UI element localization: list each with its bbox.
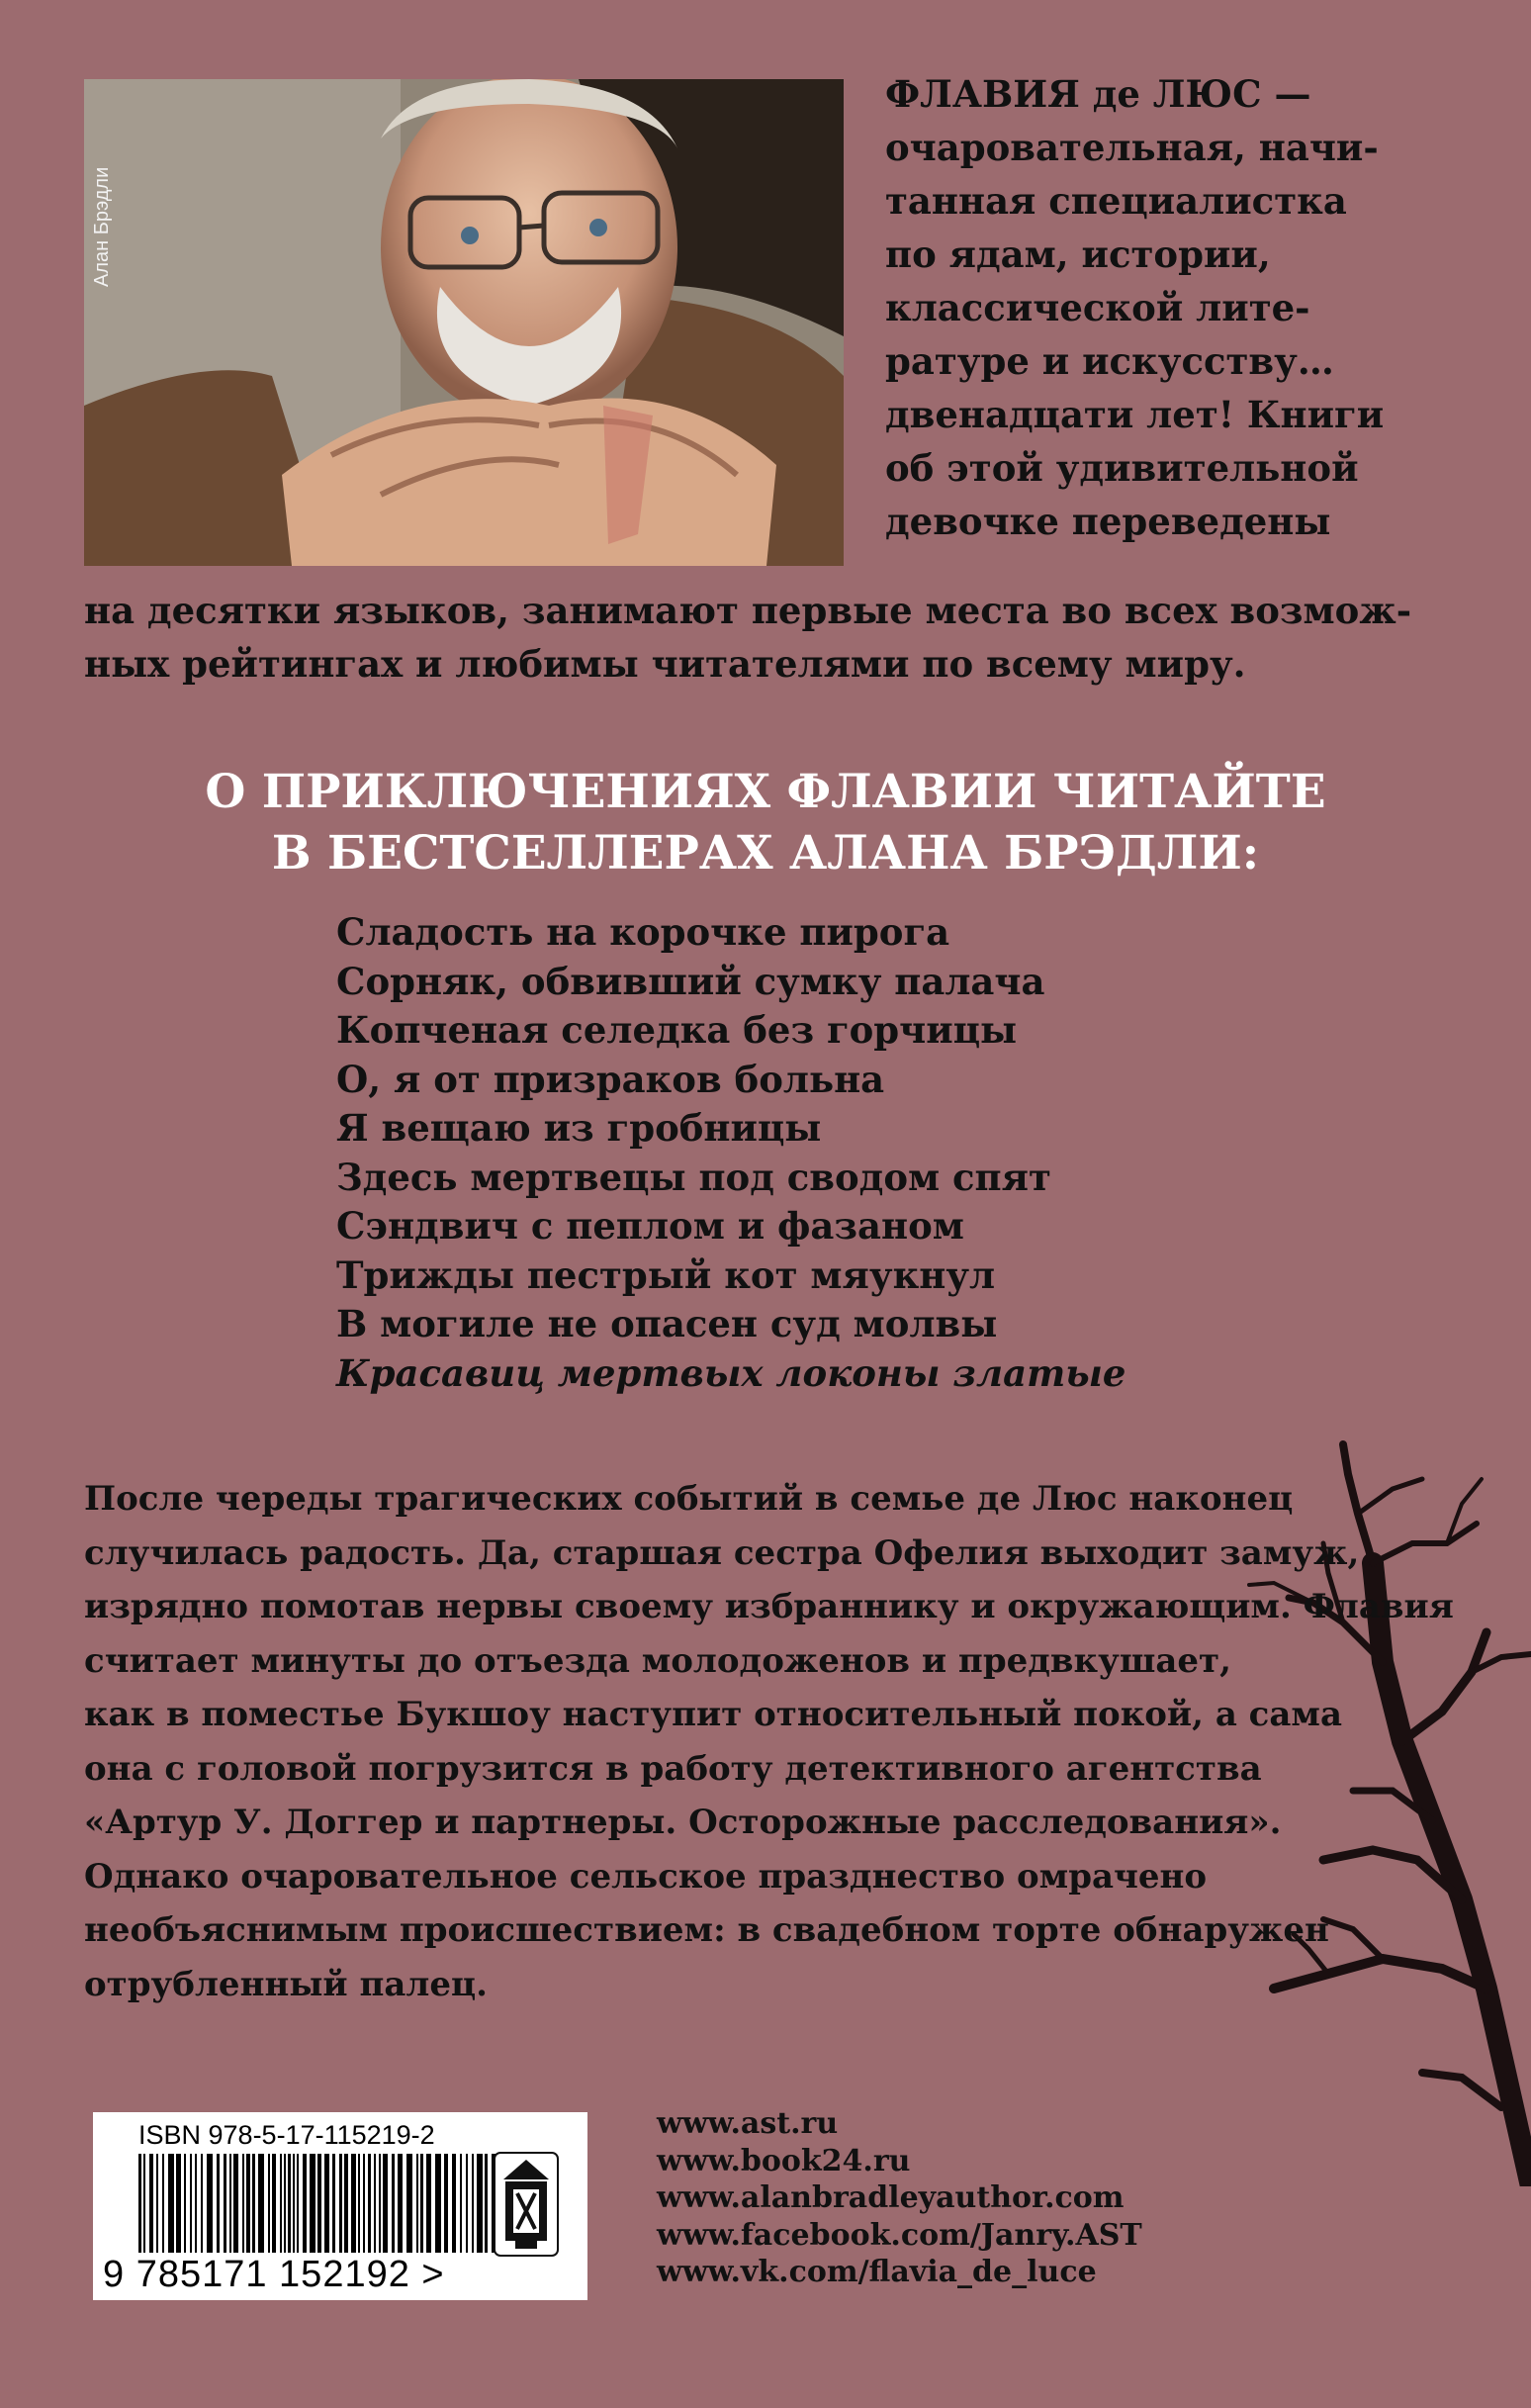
barcode-bar: [368, 2154, 371, 2253]
barcode-bar: [324, 2154, 329, 2253]
isbn-text: ISBN 978-5-17-115219-2: [138, 2120, 435, 2150]
barcode-bar: [284, 2154, 286, 2253]
description-line: Однако очаровательное сельское празднество омрачено: [84, 1856, 1208, 1897]
barcode-bar: [195, 2154, 197, 2253]
barcode-bar: [176, 2154, 181, 2253]
intro-line: ратуре и искусству…: [885, 339, 1334, 383]
book-description: [84, 1472, 1469, 2011]
barcode-bar: [303, 2154, 307, 2253]
intro-line: об этой удивительной: [885, 446, 1359, 490]
book-title: Сладость на корочке пирога: [336, 910, 950, 954]
barcode-bar: [229, 2154, 231, 2253]
book-title: О, я от призраков больна: [336, 1057, 885, 1101]
description-line: считает минуты до отъезда молодоженов и предвкушает,: [84, 1640, 1231, 1681]
barcode-bar: [293, 2154, 295, 2253]
barcode-bar: [398, 2154, 403, 2253]
description-line: необъяснимым происшествием: в свадебном торте обнаружен: [84, 1910, 1329, 1950]
barcode-bar: [288, 2154, 291, 2253]
barcode-bar: [460, 2154, 462, 2253]
description-line: отрубленный палец.: [84, 1964, 488, 2004]
description-line: она с головой погрузится в работу детективного агентства: [84, 1748, 1262, 1789]
link-ast[interactable]: www.ast.ru: [657, 2106, 839, 2141]
intro-line: очаровательная, начи-: [885, 126, 1379, 169]
barcode-bar: [252, 2154, 255, 2253]
intro-line: ных рейтингах и любимы читателями по всему миру.: [84, 642, 1246, 686]
links: [657, 2105, 1142, 2291]
barcode-bars: [138, 2154, 524, 2263]
barcode-bar: [233, 2154, 238, 2253]
barcode-bar: [224, 2154, 226, 2253]
intro-line: ФЛАВИЯ де ЛЮС —: [885, 72, 1311, 116]
barcode-bar: [351, 2154, 356, 2253]
link-facebook[interactable]: www.facebook.com/Janry.AST: [657, 2217, 1142, 2253]
intro-line: на десятки языков, занимают первые места во всех возмож-: [84, 589, 1412, 632]
publisher-logo-icon: [492, 2150, 561, 2259]
description-line: случилась радость. Да, старшая сестра Офелия выходит замуж,: [84, 1532, 1360, 1573]
author-intro-continued: [84, 584, 1488, 691]
intro-line: по ядам, истории,: [885, 232, 1271, 276]
barcode-bar: [332, 2154, 335, 2253]
description-line: изрядно помотав нервы своему избраннику и окружающим. Флавия: [84, 1587, 1454, 1626]
book-title: Сэндвич с пеплом и фазаном: [336, 1204, 964, 1248]
barcode-bar: [310, 2154, 315, 2253]
link-vk[interactable]: www.vk.com/flavia_de_luce: [657, 2255, 1097, 2289]
barcode-bar: [280, 2154, 282, 2253]
intro-line: классической лите-: [885, 286, 1310, 329]
description-line: После череды трагических событий в семье де Люс наконец: [84, 1479, 1294, 1519]
barcode-bar: [466, 2154, 468, 2253]
barcode-bar: [416, 2154, 418, 2253]
link-book24[interactable]: www.book24.ru: [657, 2143, 911, 2178]
description-line: «Артур У. Доггер и партнеры. Осторожные расследования».: [84, 1803, 1282, 1842]
barcode-bar: [374, 2154, 376, 2253]
barcode-bar: [297, 2154, 299, 2253]
series-heading-line: В БЕСТСЕЛЛЕРАХ АЛАНА БРЭДЛИ:: [271, 826, 1260, 880]
barcode-bar: [420, 2154, 423, 2253]
intro-line: двенадцати лет! Книги: [885, 393, 1385, 436]
barcode-bar: [363, 2154, 365, 2253]
book-title-current: Красавиц мертвых локоны златые: [336, 1350, 1126, 1395]
barcode-bar: [217, 2154, 220, 2253]
barcode-bar: [444, 2154, 448, 2253]
barcode-bar: [138, 2154, 141, 2253]
author-intro: [885, 67, 1479, 548]
series-heading-line: О ПРИКЛЮЧЕНИЯХ ФЛАВИИ ЧИТАЙТЕ: [205, 765, 1326, 819]
barcode-bar: [201, 2154, 203, 2253]
barcode-bar: [143, 2154, 145, 2253]
barcode-bar: [477, 2154, 483, 2253]
intro-line: танная специалистка: [885, 179, 1347, 223]
barcode-bar: [168, 2154, 174, 2253]
barcode-bar: [435, 2154, 441, 2253]
barcode-bar: [339, 2154, 342, 2253]
barcode-bar: [242, 2154, 244, 2253]
barcode-bar: [392, 2154, 395, 2253]
barcode-bar: [272, 2154, 276, 2253]
series-heading: [0, 762, 1531, 884]
barcode-bar: [156, 2154, 158, 2253]
author-portrait-image: [84, 79, 844, 566]
barcode-digits: 9 785171 152192 >: [103, 2254, 445, 2295]
barcode-bar: [162, 2154, 164, 2253]
barcode-bar: [268, 2154, 270, 2253]
barcode-bar: [452, 2154, 456, 2253]
barcode-bar: [383, 2154, 388, 2253]
barcode-bar: [190, 2154, 192, 2253]
book-title: Сорняк, обвивший сумку палача: [336, 959, 1045, 1003]
barcode-bar: [472, 2154, 474, 2253]
intro-line: девочке переведены: [885, 500, 1331, 543]
barcode-bar: [344, 2154, 348, 2253]
barcode-bar: [317, 2154, 321, 2253]
description-line: как в поместье Букшоу наступит относительный покой, а сама: [84, 1695, 1342, 1734]
photo-credit: Алан Брэдли: [91, 166, 113, 287]
book-title: Копченая селедка без горчицы: [336, 1008, 1018, 1052]
book-title: В могиле не опасен суд молвы: [336, 1302, 998, 1345]
barcode-bar: [485, 2154, 488, 2253]
barcode-bar: [149, 2154, 153, 2253]
barcode-bar: [184, 2154, 186, 2253]
barcode-bar: [246, 2154, 250, 2253]
barcode-bar: [358, 2154, 360, 2253]
barcode-bar: [426, 2154, 431, 2253]
author-photo: [84, 79, 844, 566]
barcode-bar: [379, 2154, 381, 2253]
barcode-bar: [258, 2154, 264, 2253]
barcode-bar: [406, 2154, 412, 2253]
barcode-bar: [207, 2154, 213, 2253]
book-title: Здесь мертвецы под сводом спят: [336, 1155, 1051, 1199]
book-title: Трижды пестрый кот мяукнул: [336, 1252, 996, 1297]
book-title: Я вещаю из гробницы: [336, 1106, 822, 1150]
book-list: [336, 908, 1126, 1398]
link-author-site[interactable]: www.alanbradleyauthor.com: [657, 2180, 1125, 2215]
